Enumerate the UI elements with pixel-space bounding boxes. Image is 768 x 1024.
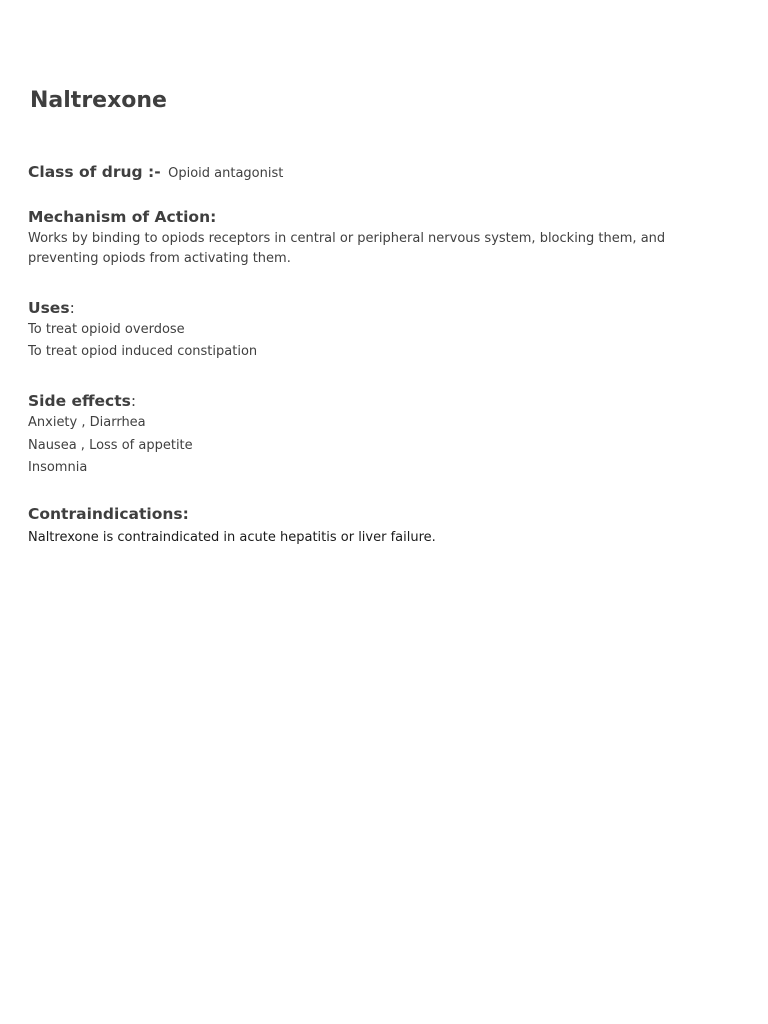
drug-title: Naltrexone	[30, 88, 167, 113]
uses-item: To treat opioid overdose	[28, 322, 185, 337]
contraindications-text: Naltrexone is contraindicated in acute hepatitis or liver failure.	[28, 530, 436, 545]
uses-label: Uses	[28, 299, 70, 317]
side-effects-item: Anxiety , Diarrhea	[28, 415, 146, 430]
uses-colon: :	[69, 299, 75, 317]
mechanism-heading: Mechanism of Action:	[28, 208, 217, 226]
class-of-drug-value: Opioid antagonist	[168, 166, 284, 181]
side-effects-label: Side effects	[28, 392, 131, 410]
class-of-drug-label: Class of drug :-	[28, 163, 161, 181]
contraindications-heading: Contraindications:	[28, 505, 189, 523]
uses-heading	[28, 299, 75, 317]
uses-item: To treat opiod induced constipation	[28, 344, 258, 359]
mechanism-text-line-2: preventing opiods from activating them.	[28, 251, 291, 266]
class-of-drug-row	[28, 163, 283, 181]
side-effects-item: Nausea , Loss of appetite	[28, 438, 193, 453]
side-effects-item: Insomnia	[28, 460, 88, 475]
side-effects-heading	[28, 392, 136, 410]
mechanism-text-line-1: Works by binding to opiods receptors in central or peripheral nervous system, blocking them, and	[28, 231, 666, 246]
side-effects-colon: :	[130, 392, 137, 410]
